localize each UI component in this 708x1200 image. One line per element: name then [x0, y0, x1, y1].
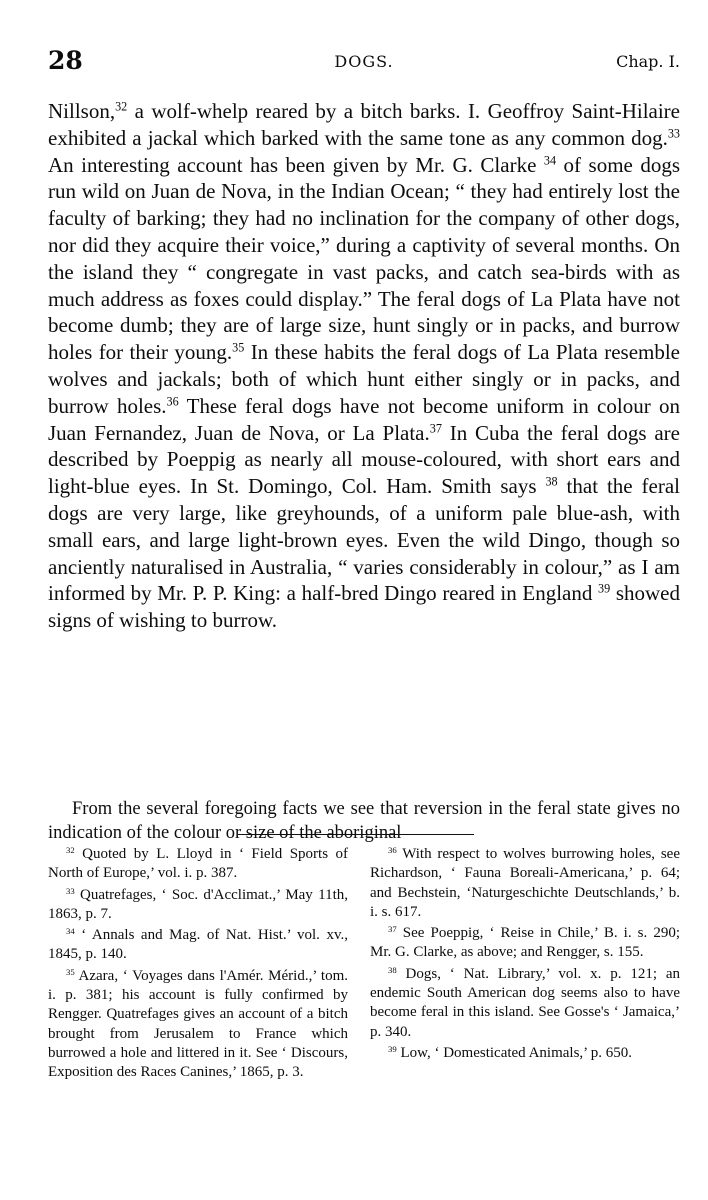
- body-paragraph: [48, 98, 680, 634]
- footnote-text: Dogs, ‘ Nat. Library,’ vol. x. p. 121; an endemic South American dog seems also to have become feral in this island. See Gosse's ‘ Jamaica,’ p. 340.: [370, 965, 680, 1040]
- footnote-text: See Poeppig, ‘ Reise in Chile,’ B. i. s. 290; Mr. G. Clarke, as above; and Rengger, s. 155.: [370, 925, 680, 961]
- text-run: These feral dogs have not become uniform in colour on Juan Fernandez, Juan de Nova, or La Plata.: [48, 393, 680, 445]
- footnote-ref-38: 38: [545, 474, 558, 489]
- text-run: Nillson,: [48, 99, 116, 123]
- text-run: of some dogs run wild on Juan de Nova, in the Indian Ocean; “ they had entirely lost the faculty of barking; they had no inclination for the company of other dogs, nor did they acquire their voice,” during a captivity of several months. On the island they “ congregate in vast packs, and catch sea-birds with as much address as foxes could display.” The feral dogs of La Plata have not become dumb; they are of large size, hunt singly or in packs, and burrow holes for their young.: [48, 152, 681, 365]
- footnote-number: 35: [66, 966, 75, 977]
- footnote-ref-33: 33: [667, 126, 680, 141]
- footnote-text: Low, ‘ Domesticated Animals,’ p. 650.: [396, 1044, 633, 1061]
- text-run: that the feral dogs are very large, like greyhounds, of a uniform pale blue-ash, with small ears, and large light-brown eyes. Even the wild Dingo, though so anciently naturalised in Australia, “ varies considerably in colour,” as I am informed by Mr. P. P. King: a half-bred Dingo reared in England: [48, 474, 681, 606]
- footnote-ref-34: 34: [543, 153, 557, 168]
- chapter-label: Chap. I.: [616, 52, 680, 71]
- footnotes-left-column: [48, 845, 348, 1085]
- footnote-34: [48, 926, 348, 965]
- running-title: DOGS.: [334, 52, 394, 71]
- text-run: An interesting account has been given by Mr. G. Clarke: [48, 152, 544, 177]
- footnote-number: 34: [66, 925, 75, 936]
- page-header: [48, 46, 680, 82]
- footnote-divider: [238, 834, 474, 835]
- footnote-number: 37: [388, 923, 397, 934]
- text-run: In these habits the feral dogs of La Plata resemble wolves and jackals; both of which hunt either singly or in packs, and burrow holes.: [48, 340, 681, 418]
- footnote-38: [370, 965, 680, 1042]
- footnote-ref-37: 37: [429, 421, 442, 436]
- footnote-ref-36: 36: [166, 394, 179, 409]
- footnote-text: Azara, ‘ Voyages dans l'Amér. Mérid.,’ tom. i. p. 381; his account is fully confirmed by Rengger. Quatrefages gives an account of a bitch brought from Jerusalem to France which burrowed a hole and littered in it. See ‘ Discours, Exposition des Races Canines,’ 1865, p. 3.: [48, 967, 348, 1081]
- footnote-32: [48, 845, 348, 884]
- main-text: [48, 98, 680, 634]
- footnotes-right-column: [370, 845, 680, 1065]
- footnote-number: 33: [66, 885, 75, 896]
- footnote-number: 32: [66, 844, 75, 855]
- footnote-text: With respect to wolves burrowing holes, see Richardson, ‘ Fauna Boreali-Americana,’ p. 64; and Bechstein, ‘Naturgeschichte Deutschlands,’ b. i. s. 617.: [370, 846, 680, 920]
- footnote-number: 39: [388, 1043, 397, 1054]
- footnote-36: [370, 845, 680, 922]
- footnote-number: 38: [388, 964, 397, 975]
- footnote-text: ‘ Annals and Mag. of Nat. Hist.’ vol. xv., 1845, p. 140.: [48, 927, 348, 963]
- footnote-35: [48, 967, 348, 1083]
- footnote-39: [370, 1044, 680, 1063]
- footnote-text: Quatrefages, ‘ Soc. d'Acclimat.,’ May 11th, 1863, p. 7.: [48, 886, 348, 922]
- text-run: showed signs of wishing to burrow.: [48, 581, 680, 633]
- footnote-33: [48, 886, 348, 925]
- page-number: 28: [48, 46, 83, 75]
- footnote-ref-32: 32: [115, 99, 128, 114]
- text-run: a wolf-whelp reared by a bitch barks. I. Geoffroy Saint-Hilaire exhibited a jackal which barked with the same tone as any common dog.: [48, 99, 680, 150]
- footnote-ref-35: 35: [232, 340, 245, 355]
- footnote-number: 36: [388, 844, 397, 855]
- closing-paragraph: From the several foregoing facts we see that reversion in the feral state gives no indication of the colour or size of the aboriginal: [48, 798, 680, 843]
- footnote-ref-39: 39: [598, 582, 611, 597]
- text-run: In Cuba the feral dogs are described by Poeppig as nearly all mouse-coloured, with short ears and light-blue eyes. In St. Domingo, Col. Ham. Smith says: [48, 420, 681, 499]
- footnote-37: [370, 924, 680, 963]
- footnote-text: Quoted by L. Lloyd in ‘ Field Sports of North of Europe,’ vol. i. p. 387.: [48, 846, 348, 882]
